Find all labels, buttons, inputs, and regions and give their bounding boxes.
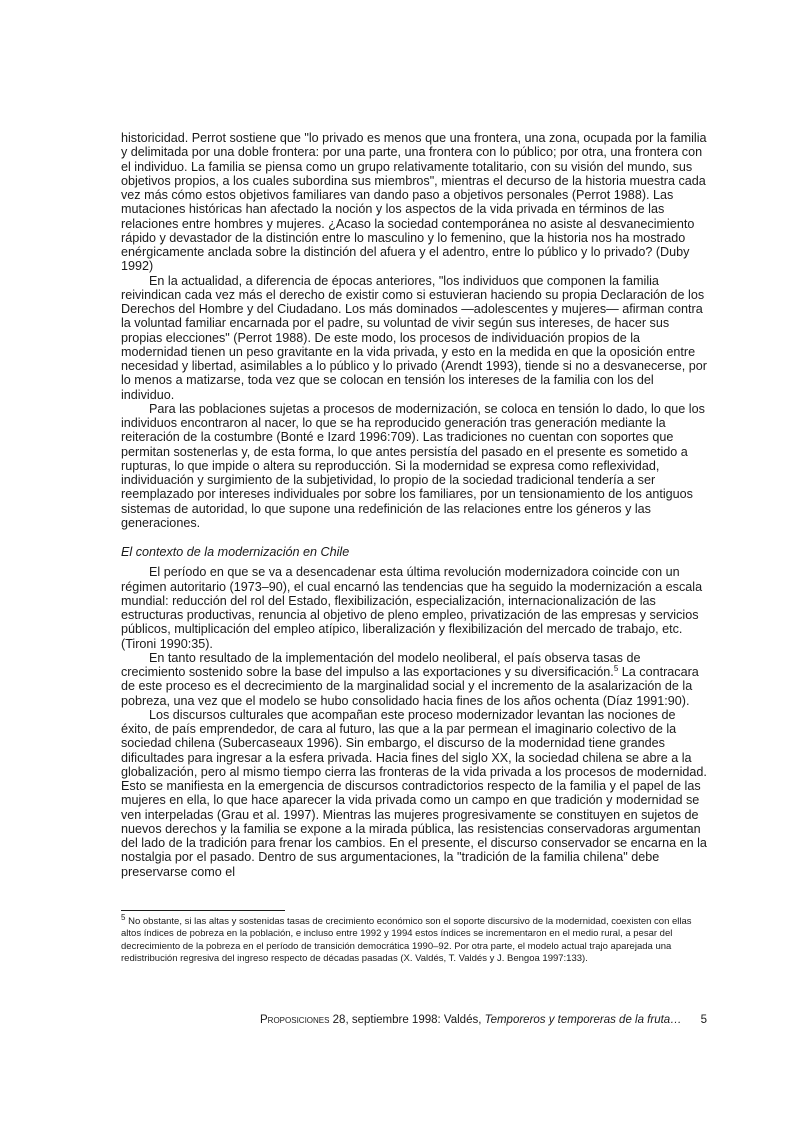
journal-name: Proposiciones [260, 1014, 330, 1026]
paragraph-historicidad: historicidad. Perrot sostiene que "lo privado es menos que una frontera, una zona, ocupada por la familia y delimitada por una doble frontera: por una parte, una frontera con lo público; por otra, una frontera con el individuo. La familia se piensa como un grupo relativamente totalitario, con su visión del mundo, sus objetivos propios, a los cuales subordina sus miembros", mientras el decurso de la historia muestra cada vez más cómo estos objetivos familiares van dando paso a objetivos personales (Perrot 1988). Las mutaciones históricas han afectado la noción y los aspectos de la vida privada en términos de las relaciones entre hombres y mujeres. ¿Acaso la sociedad contemporánea no asiste al desvanecimiento rápido y devastador de la distinción entre lo masculino y lo femenino, que la historia nos ha mostrado enérgicamente anclada sobre la distinción del afuera y el adentro, entre lo público y lo privado? (Duby 1992) [121, 131, 707, 274]
footnote-number: 5 [121, 912, 126, 922]
body-text [121, 131, 707, 879]
article-title: Temporeros y temporeras de la fruta… [484, 1014, 682, 1026]
footnote [121, 912, 707, 966]
footnote-divider [121, 910, 285, 911]
paragraph-discursos: Los discursos culturales que acompañan este proceso modernizador levantan las nociones de éxito, de país emprendedor, de cara al futuro, las que a la par permean el imaginario colectivo de la sociedad chilena (Subercaseaux 1996). Sin embargo, el discurso de la modernidad tiene grandes dificultades para ingresar a la esfera privada. Hacia fines del siglo XX, la sociedad chilena se abre a la globalización, pero al mismo tiempo cierra las fronteras de la vida privada a los procesos de modernidad. Esto se manifiesta en la emergencia de discursos contradictorios respecto de la familia y el papel de las mujeres en ella, lo que hace aparecer la vida privada como un campo en que tradición y modernidad se ven interpeladas (Grau et al. 1997). Mientras las mujeres progresivamente se constituyen en sujetos de nuevos derechos y la familia se expone a la mirada pública, las resistencias conservadoras argumentan del lado de la tradición para frenar los cambios. En el presente, el discurso conservador se encarna en la nostalgia por el pasado. Dentro de sus argumentaciones, la "tradición de la familia chilena" debe preservarse como el [121, 707, 707, 879]
paragraph-neoliberal-part1: En tanto resultado de la implementación del modelo neoliberal, el país observa tasas de crecimiento sostenido sobre la base del impulso a las exportaciones y su diversificación. [121, 650, 641, 679]
footnote-reference: 5 [613, 663, 619, 673]
section-heading: El contexto de la modernización en Chile [121, 545, 350, 559]
paragraph-neoliberal [121, 651, 707, 708]
running-footer [260, 1014, 682, 1026]
page-number: 5 [700, 1014, 707, 1026]
paragraph-periodo: El período en que se va a desencadenar esta última revolución modernizadora coincide con un régimen autoritario (1973–90), el cual encarnó las tendencias que ha seguido la modernización a escala mundial: reducción del rol del Estado, flexibilización, especialización, internacionalización de las estructuras productivas, renuncia al objetivo de pleno empleo, privatización de las empresas y servicios públicos, multiplicación del empleo atípico, liberalización y flexibilización del mercado de trabajo, etc. (Tironi 1990:35). [121, 565, 703, 651]
paragraph-poblaciones: Para las poblaciones sujetas a procesos de modernización, se coloca en tensión lo dado, lo que los individuos encontraron al nacer, lo que se ha reproducido generación tras generación mediante la reiteración de la costumbre (Bonté e Izard 1996:709). Las tradiciones no cuentan con soportes que permitan sostenerlas y, de esta forma, lo que antes persistía del pasado en el presente es sometido a rupturas, lo que impide o altera su reproducción. Si la modernidad se expresa como reflexividad, individuación y surgimiento de la subjetividad, lo propio de la sociedad tradicional tendería a ser reemplazado por intereses individuales por sobre los familiares, por un tensionamiento de los antiguos sistemas de autoridad, lo que supone una redefinición de las relaciones entre los géneros y las generaciones. [121, 401, 705, 530]
footnote-text: No obstante, si las altas y sostenidas tasas de crecimiento económico son el soporte discursivo de la modernidad, coexisten con ellas altos índices de pobreza en la población, e incluso entre 1992 y 1994 estos índices se incrementaron en el medio rural, a pesar del decrecimiento de la pobreza en el período de transición democrática 1990–92. Por otra parte, el modelo actual trajo aparejada una redistribución regresiva del ingreso respecto de décadas pasadas (X. Valdés, T. Valdés y J. Bengoa 1997:133). [121, 916, 692, 965]
paragraph-neoliberal-part2: La contracara de este proceso es el decrecimiento de la marginalidad social y el incremento de la asalarización de la pobreza, una vez que el modelo se hubo consolidado hacia fines de los años ochenta (Díaz 1991:90). [121, 665, 699, 708]
paragraph-actualidad: En la actualidad, a diferencia de épocas anteriores, "los individuos que componen la familia reivindican cada vez más el derecho de existir como si estuvieran haciendo su propia Declaración de los Derechos del Hombre y del Ciudadano. Los más dominados —adolescentes y mujeres— afirman contra la voluntad familiar encarnada por el padre, su voluntad de vivir según sus intereses, de hacer sus propias elecciones" (Perrot 1988). De este modo, los procesos de individuación propios de la modernidad tienen un peso gravitante en la vida privada, y esto en la medida en que la oposición entre necesidad y libertad, asimilables a lo público y lo privado (Arendt 1993), tiende si no a desvanecerse, por lo menos a matizarse, toda vez que se colocan en tensión los intereses de la familia con los del individuo. [121, 273, 707, 402]
issue-info: 28, septiembre 1998: Valdés, [329, 1014, 485, 1026]
